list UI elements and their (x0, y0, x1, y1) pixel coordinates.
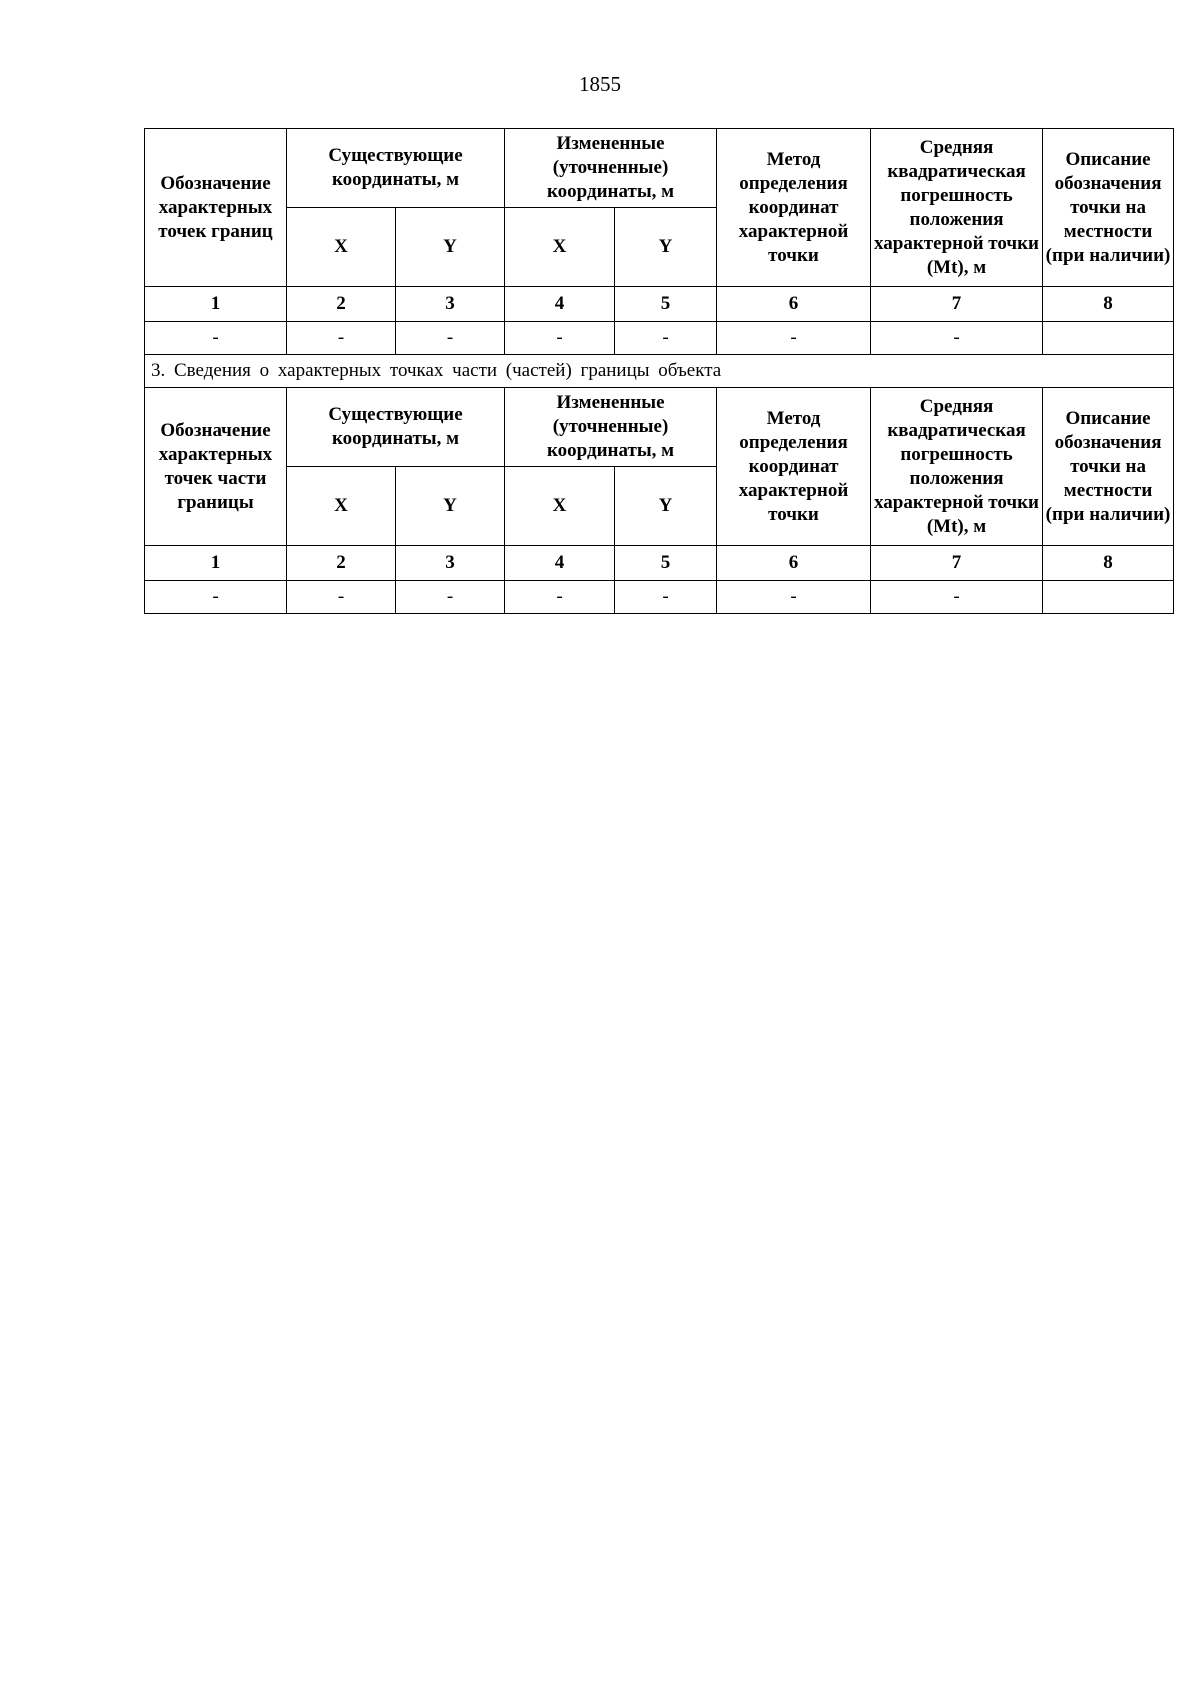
column-number: 5 (615, 546, 717, 581)
table-cell: - (287, 581, 396, 614)
column-number: 2 (287, 546, 396, 581)
header-existing-y: Y (396, 467, 505, 546)
table2-column-numbers-row (145, 546, 1174, 581)
table-cell: - (145, 322, 287, 355)
column-number: 4 (505, 287, 615, 322)
table-row (145, 581, 1174, 614)
header-designation: Обозначение характерных точек границ (145, 129, 287, 287)
column-number: 8 (1043, 287, 1174, 322)
header-changed-x: X (505, 467, 615, 546)
header-existing-y: Y (396, 208, 505, 287)
table-cell: - (615, 581, 717, 614)
column-number: 6 (717, 546, 871, 581)
header-existing-coordinates: Существующие координаты, м (287, 388, 505, 467)
table-cell: - (871, 322, 1043, 355)
header-mean-error: Средняя квадратическая погрешность положения характерной точки (Mt), м (871, 388, 1043, 546)
table-cell: - (615, 322, 717, 355)
column-number: 7 (871, 546, 1043, 581)
table-cell: - (287, 322, 396, 355)
header-designation: Обозначение характерных точек части границы (145, 388, 287, 546)
header-existing-x: X (287, 467, 396, 546)
column-number: 8 (1043, 546, 1174, 581)
header-changed-y: Y (615, 208, 717, 287)
table-cell: - (505, 322, 615, 355)
table-cell: - (396, 581, 505, 614)
header-changed-x: X (505, 208, 615, 287)
table-cell: - (145, 581, 287, 614)
column-number: 6 (717, 287, 871, 322)
header-method: Метод определения координат характерной точки (717, 129, 871, 287)
column-number: 3 (396, 287, 505, 322)
header-method: Метод определения координат характерной точки (717, 388, 871, 546)
table2-header-row (145, 388, 1174, 467)
column-number: 1 (145, 287, 287, 322)
header-changed-coordinates: Измененные (уточненные) координаты, м (505, 388, 717, 467)
header-point-description: Описание обозначения точки на местности (при наличии) (1043, 388, 1174, 546)
header-changed-coordinates: Измененные (уточненные) координаты, м (505, 129, 717, 208)
section-title: 3. Сведения о характерных точках части (частей) границы объекта (145, 355, 1174, 388)
header-changed-y: Y (615, 467, 717, 546)
column-number: 5 (615, 287, 717, 322)
table-cell: - (505, 581, 615, 614)
table-cell (1043, 322, 1174, 355)
header-mean-error: Средняя квадратическая погрешность положения характерной точки (Mt), м (871, 129, 1043, 287)
coordinates-table (144, 128, 1174, 614)
header-point-description: Описание обозначения точки на местности (при наличии) (1043, 129, 1174, 287)
column-number: 4 (505, 546, 615, 581)
section-row (145, 355, 1174, 388)
column-number: 2 (287, 287, 396, 322)
header-existing-coordinates: Существующие координаты, м (287, 129, 505, 208)
table-cell: - (396, 322, 505, 355)
column-number: 7 (871, 287, 1043, 322)
table1-header-row (145, 129, 1174, 208)
header-existing-x: X (287, 208, 396, 287)
table1-column-numbers-row (145, 287, 1174, 322)
table-cell: - (717, 322, 871, 355)
table-cell: - (871, 581, 1043, 614)
table-cell: - (717, 581, 871, 614)
column-number: 3 (396, 546, 505, 581)
column-number: 1 (145, 546, 287, 581)
table-row (145, 322, 1174, 355)
table-cell (1043, 581, 1174, 614)
page-number: 1855 (579, 72, 621, 96)
